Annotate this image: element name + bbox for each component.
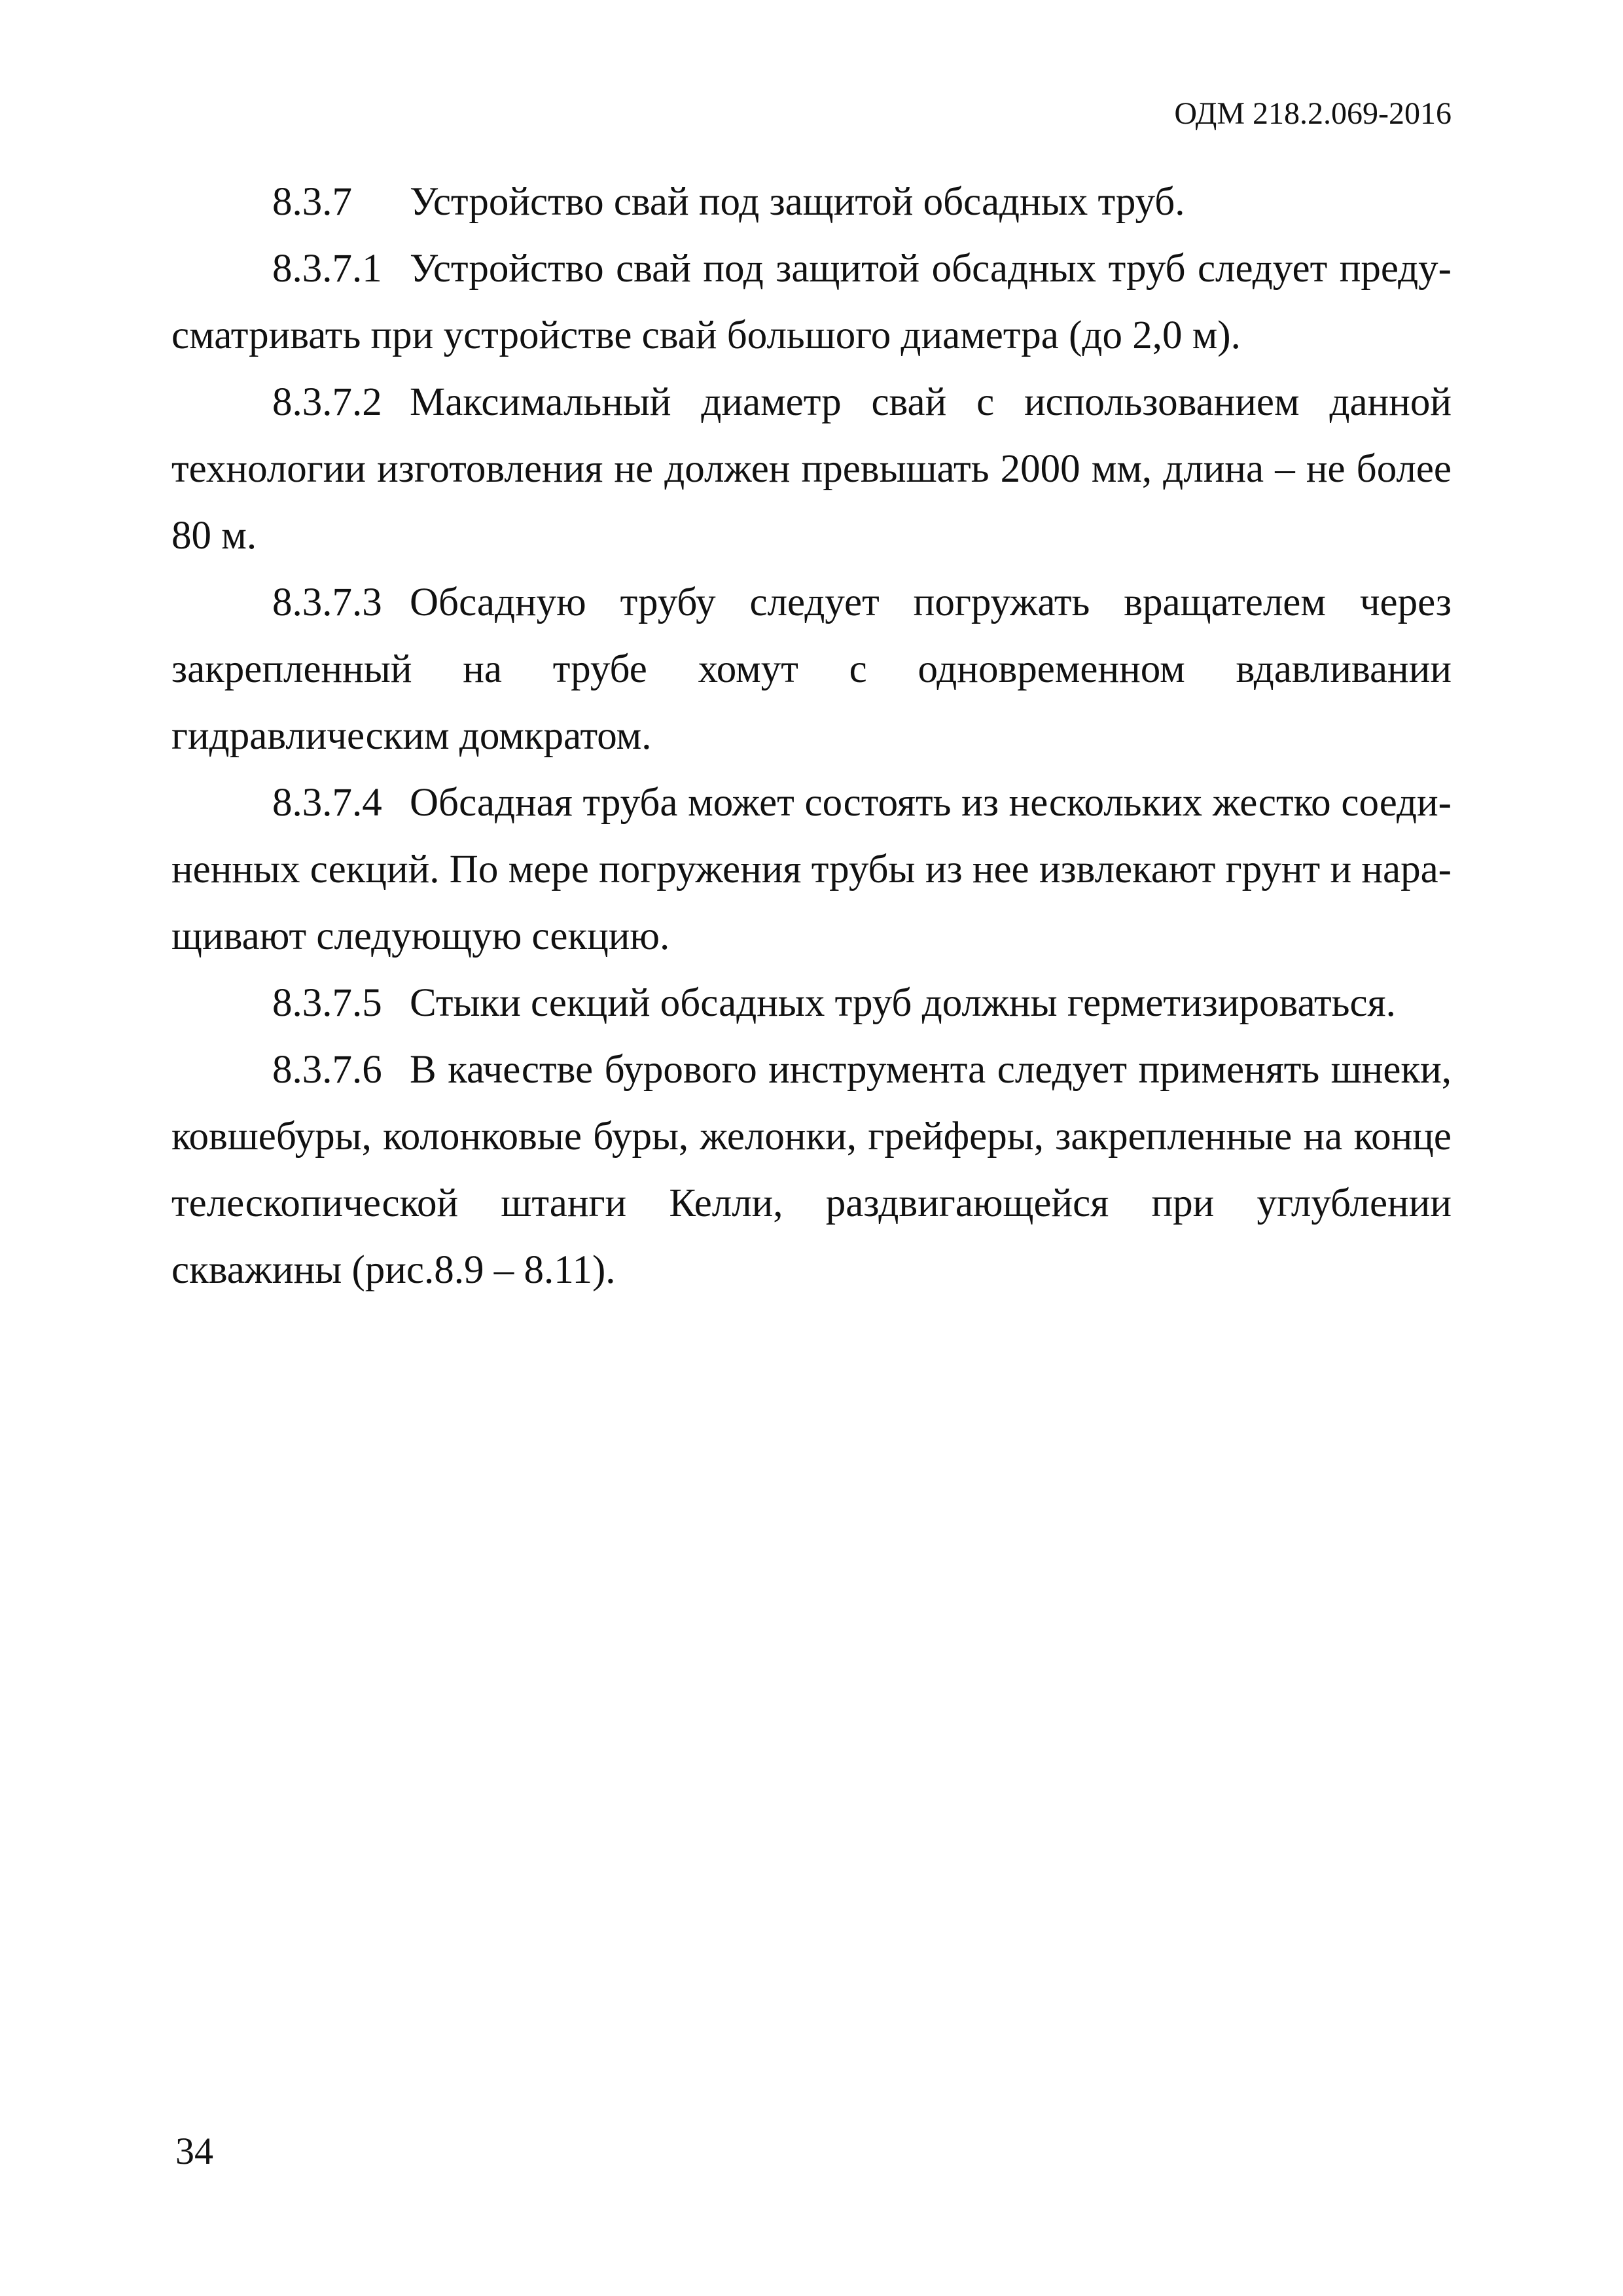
paragraph-number: 8.3.7.6: [272, 1048, 382, 1092]
paragraph-8-3-7-5: [171, 970, 1452, 1037]
paragraph-8-3-7-2: [171, 369, 1452, 569]
paragraph-text: В качестве бурового инструмента следует применять шнеки, ковшебуры, колонковые буры, желонки, грейферы, закрепленные на конце телескопической штанги Келли, раздвигающейся при углублении скважины (рис.8.9 – 8.11).: [171, 1048, 1452, 1292]
paragraph-number: 8.3.7.5: [272, 981, 382, 1025]
paragraph-number: 8.3.7: [272, 180, 352, 224]
paragraph-number: 8.3.7.4: [272, 781, 382, 825]
paragraph-number: 8.3.7.2: [272, 380, 382, 424]
paragraph-text: Устройство свай под защитой обсадных труб следует предусматривать при устройстве свай большого диаметра (до 2,0 м).: [171, 247, 1452, 357]
page-number: 34: [175, 2130, 213, 2172]
document-code: ОДМ 218.2.069-2016: [1174, 96, 1452, 131]
document-body: [171, 169, 1452, 1304]
paragraph-8-3-7: [171, 169, 1452, 236]
paragraph-text: Максимальный диаметр свай с использованием данной технологии изготовления не должен превышать 2000 мм, длина – не более 80 м.: [171, 380, 1452, 558]
paragraph-8-3-7-4: [171, 770, 1452, 970]
paragraph-8-3-7-1: [171, 236, 1452, 369]
paragraph-number: 8.3.7.1: [272, 247, 382, 291]
paragraph-number: 8.3.7.3: [272, 581, 382, 624]
paragraph-8-3-7-3: [171, 569, 1452, 770]
paragraph-8-3-7-6: [171, 1037, 1452, 1304]
paragraph-text: Обсадную трубу следует погружать вращателем через закрепленный на трубе хомут с одновременном вдавливании гидравлическим домкратом.: [171, 581, 1452, 758]
paragraph-text: Обсадная труба может состоять из нескольких жестко соединенных секций. По мере погружения трубы из нее извлекают грунт и наращивают следующую секцию.: [171, 781, 1452, 958]
paragraph-text: Устройство свай под защитой обсадных труб.: [410, 180, 1185, 224]
paragraph-text: Стыки секций обсадных труб должны герметизироваться.: [410, 981, 1396, 1025]
